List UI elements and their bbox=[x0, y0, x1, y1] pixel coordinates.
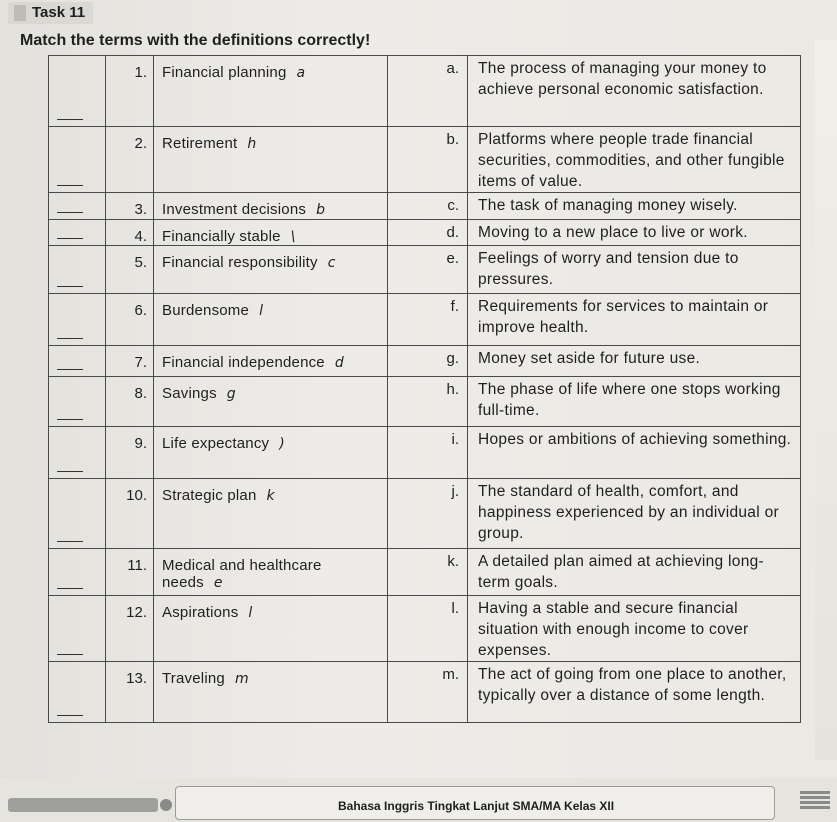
term-number: 12. bbox=[106, 596, 154, 662]
definition-letter: j. bbox=[388, 479, 468, 549]
definition-letter: d. bbox=[388, 220, 468, 246]
table-row bbox=[49, 246, 801, 294]
task-label: Task 11 bbox=[32, 4, 86, 21]
handwritten-answer: l bbox=[248, 605, 253, 621]
answer-blank[interactable] bbox=[49, 193, 106, 220]
term-number: 5. bbox=[106, 246, 154, 294]
table-row bbox=[49, 662, 801, 723]
answer-blank[interactable] bbox=[49, 479, 106, 549]
handwritten-answer: l bbox=[259, 303, 264, 319]
term-cell bbox=[154, 596, 388, 662]
definition-letter: c. bbox=[388, 193, 468, 220]
table-row bbox=[49, 549, 801, 596]
matching-table bbox=[48, 55, 801, 723]
table-row bbox=[49, 596, 801, 662]
term-cell bbox=[154, 246, 388, 294]
term-text: Aspirations bbox=[162, 604, 239, 621]
definition-text: The process of managing your money to achieve personal economic satisfaction. bbox=[468, 56, 801, 127]
table-row bbox=[49, 427, 801, 479]
definition-letter: g. bbox=[388, 346, 468, 377]
term-cell bbox=[154, 479, 388, 549]
answer-blank[interactable] bbox=[49, 427, 106, 479]
definition-letter: m. bbox=[388, 662, 468, 723]
answer-blank[interactable] bbox=[49, 662, 106, 723]
answer-blank[interactable] bbox=[49, 220, 106, 246]
definition-text: The standard of health, comfort, and happiness experienced by an individual or group. bbox=[468, 479, 801, 549]
answer-line bbox=[57, 654, 83, 655]
table-row bbox=[49, 220, 801, 246]
term-cell bbox=[154, 193, 388, 220]
term-text: Medical and healthcare needs bbox=[162, 557, 322, 591]
table-row bbox=[49, 377, 801, 427]
footer-decoration bbox=[8, 798, 158, 812]
instruction-text: Match the terms with the definitions correctly! bbox=[20, 32, 371, 49]
handwritten-answer: \ bbox=[290, 229, 296, 245]
term-cell bbox=[154, 220, 388, 246]
table-row bbox=[49, 56, 801, 127]
definition-text: A detailed plan aimed at achieving long-term goals. bbox=[468, 549, 801, 596]
definition-letter: a. bbox=[388, 56, 468, 127]
answer-line bbox=[57, 338, 83, 339]
definition-text: The act of going from one place to another, typically over a distance of some length. bbox=[468, 662, 801, 723]
answer-blank[interactable] bbox=[49, 294, 106, 346]
term-text: Financial independence bbox=[162, 354, 325, 371]
definition-text: Money set aside for future use. bbox=[468, 346, 801, 377]
definition-text: The phase of life where one stops working full-time. bbox=[468, 377, 801, 427]
term-number: 10. bbox=[106, 479, 154, 549]
answer-line bbox=[57, 119, 83, 120]
answer-line bbox=[57, 471, 83, 472]
term-number: 4. bbox=[106, 220, 154, 246]
answer-blank[interactable] bbox=[49, 127, 106, 193]
term-number: 7. bbox=[106, 346, 154, 377]
answer-line bbox=[57, 419, 83, 420]
term-number: 13. bbox=[106, 662, 154, 723]
answer-blank[interactable] bbox=[49, 596, 106, 662]
term-text: Investment decisions bbox=[162, 201, 307, 218]
table-row bbox=[49, 127, 801, 193]
term-cell bbox=[154, 294, 388, 346]
term-number: 2. bbox=[106, 127, 154, 193]
answer-line bbox=[57, 185, 83, 186]
term-text: Burdensome bbox=[162, 302, 250, 319]
term-number: 6. bbox=[106, 294, 154, 346]
table-row bbox=[49, 294, 801, 346]
term-cell bbox=[154, 662, 388, 723]
definition-letter: k. bbox=[388, 549, 468, 596]
term-number: 11. bbox=[106, 549, 154, 596]
definition-letter: i. bbox=[388, 427, 468, 479]
menu-icon bbox=[800, 789, 830, 811]
definition-text: Platforms where people trade financial securities, commodities, and other fungible items of value. bbox=[468, 127, 801, 193]
term-text: Savings bbox=[162, 385, 217, 402]
handwritten-answer: m bbox=[234, 671, 249, 687]
handwritten-answer: a bbox=[296, 65, 306, 81]
footer-book-title: Bahasa Inggris Tingkat Lanjut SMA/MA Kelas XII bbox=[338, 799, 615, 813]
definition-letter: b. bbox=[388, 127, 468, 193]
answer-blank[interactable] bbox=[49, 549, 106, 596]
term-cell bbox=[154, 127, 388, 193]
table-row bbox=[49, 479, 801, 549]
handwritten-answer: b bbox=[316, 202, 326, 218]
definition-text: Hopes or ambitions of achieving something. bbox=[468, 427, 801, 479]
term-text: Strategic plan bbox=[162, 487, 257, 504]
definition-letter: f. bbox=[388, 294, 468, 346]
term-text: Financially stable bbox=[162, 228, 281, 245]
page-edge bbox=[815, 40, 837, 760]
term-number: 3. bbox=[106, 193, 154, 220]
term-text: Traveling bbox=[162, 670, 225, 687]
term-text: Financial responsibility bbox=[162, 254, 318, 271]
definition-text: The task of managing money wisely. bbox=[468, 193, 801, 220]
answer-blank[interactable] bbox=[49, 346, 106, 377]
term-cell bbox=[154, 377, 388, 427]
definition-letter: h. bbox=[388, 377, 468, 427]
definition-text: Requirements for services to maintain or improve health. bbox=[468, 294, 801, 346]
answer-line bbox=[57, 715, 83, 716]
table-row bbox=[49, 193, 801, 220]
handwritten-answer: g bbox=[226, 386, 236, 402]
answer-blank[interactable] bbox=[49, 377, 106, 427]
term-cell bbox=[154, 56, 388, 127]
answer-line bbox=[57, 238, 83, 239]
term-cell bbox=[154, 427, 388, 479]
term-cell bbox=[154, 549, 388, 596]
handwritten-answer: h bbox=[247, 136, 257, 152]
handwritten-answer: k bbox=[266, 488, 275, 504]
definition-letter: l. bbox=[388, 596, 468, 662]
term-text: Retirement bbox=[162, 135, 238, 152]
handwritten-answer: d bbox=[334, 355, 344, 371]
term-number: 1. bbox=[106, 56, 154, 127]
answer-line bbox=[57, 588, 83, 589]
definition-text: Moving to a new place to live or work. bbox=[468, 220, 801, 246]
answer-line bbox=[57, 212, 83, 213]
answer-line bbox=[57, 286, 83, 287]
term-cell bbox=[154, 346, 388, 377]
handwritten-answer: e bbox=[213, 575, 223, 591]
term-text: Life expectancy bbox=[162, 435, 270, 452]
table-row bbox=[49, 346, 801, 377]
handwritten-answer: c bbox=[327, 255, 336, 271]
answer-line bbox=[57, 541, 83, 542]
footer-dot bbox=[160, 799, 172, 811]
definition-letter: e. bbox=[388, 246, 468, 294]
term-number: 8. bbox=[106, 377, 154, 427]
answer-blank[interactable] bbox=[49, 56, 106, 127]
answer-line bbox=[57, 369, 83, 370]
term-number: 9. bbox=[106, 427, 154, 479]
definition-text: Having a stable and secure financial situation with enough income to cover expenses. bbox=[468, 596, 801, 662]
task-badge bbox=[8, 2, 93, 24]
answer-blank[interactable] bbox=[49, 246, 106, 294]
handwritten-answer: ) bbox=[279, 436, 285, 452]
definition-text: Feelings of worry and tension due to pressures. bbox=[468, 246, 801, 294]
term-text: Financial planning bbox=[162, 64, 287, 81]
